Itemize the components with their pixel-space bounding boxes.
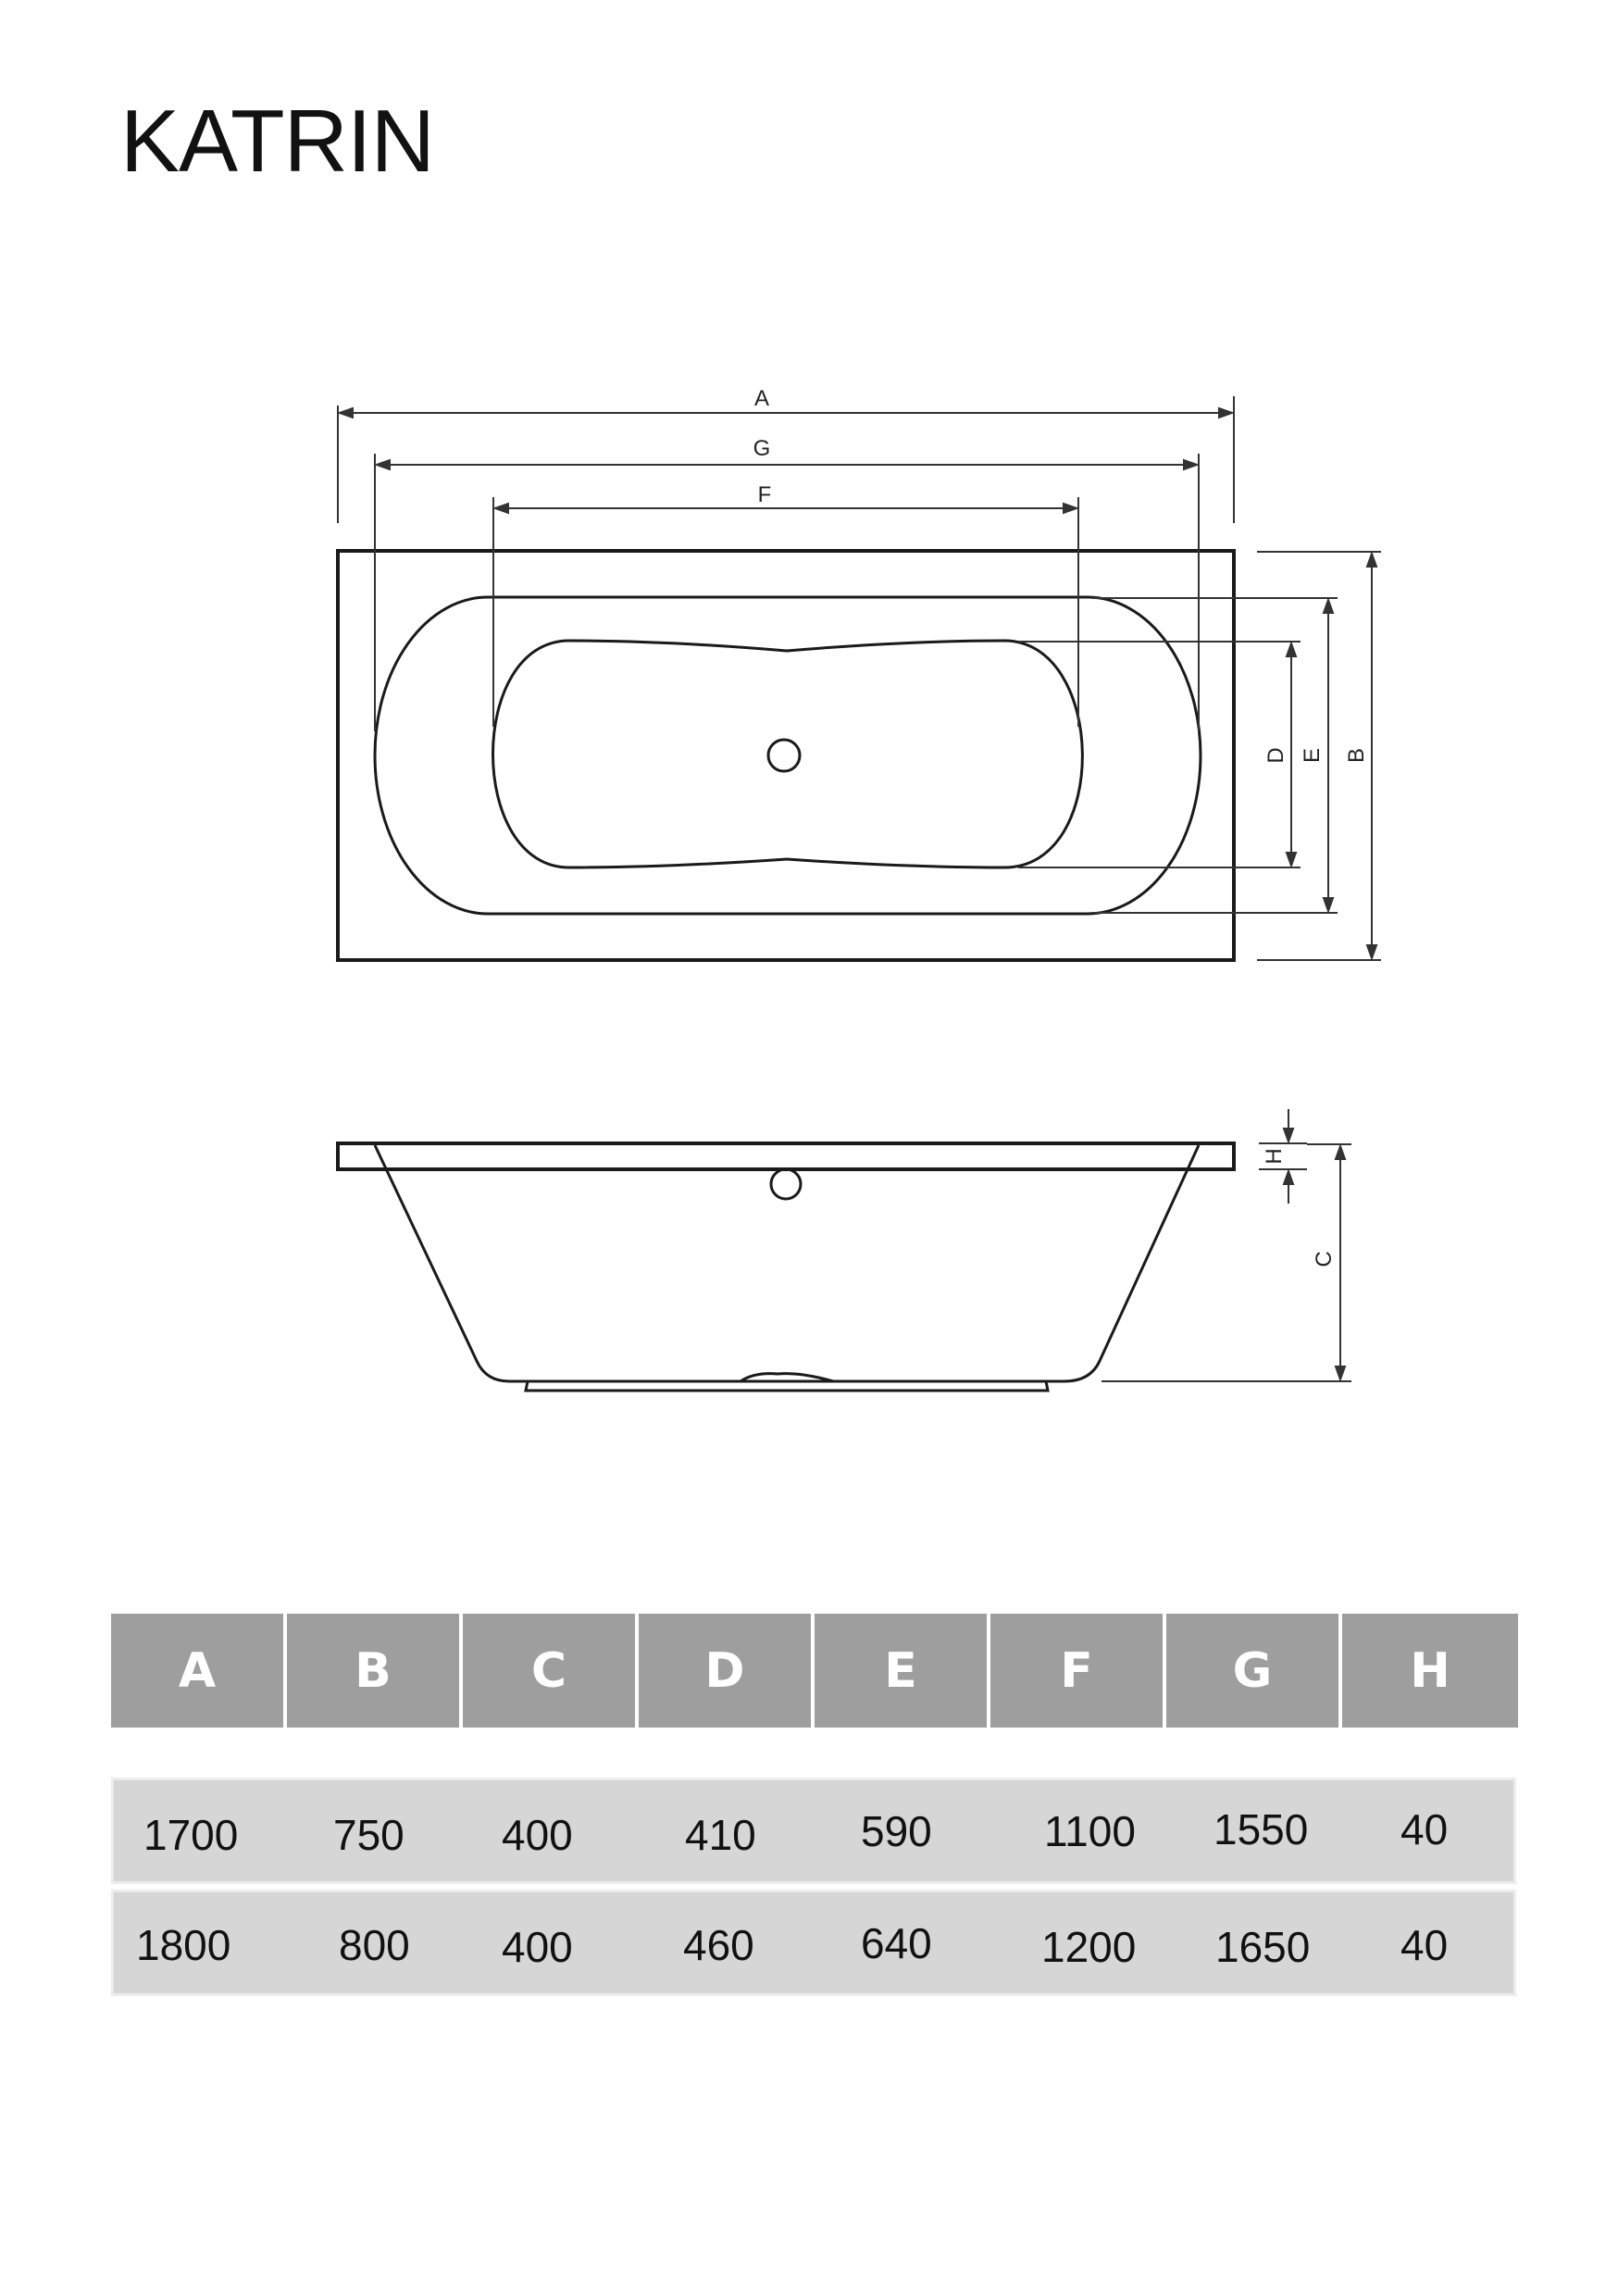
side-dimension-labels xyxy=(1262,1148,1337,1267)
tub-outer-basin xyxy=(375,597,1201,914)
cell-e: 640 xyxy=(861,1919,932,1967)
dim-label-f: F xyxy=(757,482,772,507)
tub-inner-basin xyxy=(493,641,1083,867)
drain-icon xyxy=(768,740,800,771)
cell-g: 1550 xyxy=(1214,1805,1309,1853)
cell-f: 1100 xyxy=(1044,1807,1136,1855)
plan-dimensions xyxy=(338,396,1381,960)
header-cell-b: B xyxy=(287,1614,463,1728)
dim-label-g: G xyxy=(753,436,771,461)
header-cell-d: D xyxy=(639,1614,815,1728)
dim-label-h: H xyxy=(1262,1148,1287,1165)
cell-g: 1650 xyxy=(1215,1923,1311,1971)
tub-side-body xyxy=(375,1145,1199,1381)
tub-side-rim xyxy=(338,1143,1234,1169)
page-title: KATRIN xyxy=(120,92,434,191)
dim-label-a: A xyxy=(753,386,770,411)
cell-f: 1200 xyxy=(1041,1923,1137,1971)
cell-c: 400 xyxy=(502,1923,573,1971)
dim-label-d: D xyxy=(1263,747,1288,764)
header-cell-h: H xyxy=(1342,1614,1518,1728)
header-cell-f: F xyxy=(990,1614,1166,1728)
dim-label-c: C xyxy=(1312,1251,1337,1267)
dim-label-b: B xyxy=(1344,747,1369,764)
header-cell-c: C xyxy=(463,1614,639,1728)
overflow-icon xyxy=(771,1169,801,1199)
cell-d: 410 xyxy=(685,1811,756,1859)
table-row xyxy=(111,1778,1516,1884)
header-cell-e: E xyxy=(815,1614,990,1728)
cell-b: 750 xyxy=(333,1811,404,1859)
cell-d: 460 xyxy=(683,1921,754,1969)
cell-a: 1800 xyxy=(136,1921,231,1969)
side-dimensions xyxy=(1101,1109,1351,1381)
cell-h: 40 xyxy=(1400,1805,1449,1853)
header-cell-a: A xyxy=(111,1614,287,1728)
cell-a: 1700 xyxy=(143,1811,239,1859)
cell-c: 400 xyxy=(502,1811,573,1859)
plan-dimension-labels xyxy=(753,386,1369,764)
dimension-table-header xyxy=(111,1614,1518,1728)
cell-h: 40 xyxy=(1400,1921,1449,1969)
dim-label-e: E xyxy=(1300,747,1325,764)
plan-view xyxy=(338,551,1234,960)
tub-outer-rim xyxy=(338,551,1234,960)
header-cell-g: G xyxy=(1166,1614,1342,1728)
cell-b: 800 xyxy=(339,1921,410,1969)
table-row xyxy=(111,1890,1516,1996)
side-view xyxy=(338,1143,1234,1391)
cell-e: 590 xyxy=(861,1807,932,1855)
